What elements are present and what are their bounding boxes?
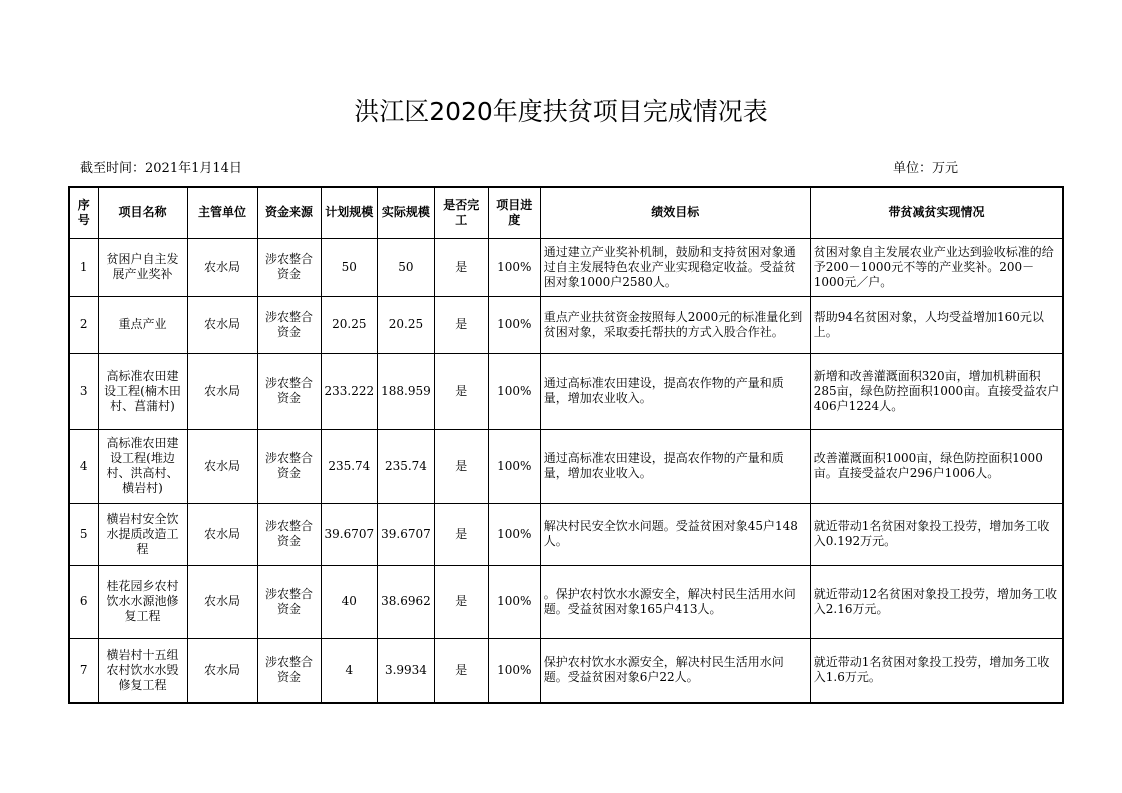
cell-actual: 39.6707 [378,503,435,565]
cell-seq: 5 [69,503,98,565]
cell-plan: 233.222 [321,353,378,429]
cell-done: 是 [434,429,488,503]
cell-result: 就近带动1名贫困对象投工投劳，增加务工收入1.6万元。 [810,638,1063,703]
cell-goal: 保护农村饮水水源安全，解决村民生活用水问题。受益贫困对象6户22人。 [540,638,810,703]
cell-plan: 39.6707 [321,503,378,565]
cell-goal: 重点产业扶贫资金按照每人2000元的标准量化到贫困对象，采取委托帮扶的方式入股合作社。 [540,296,810,353]
header-actual: 实际规模 [378,187,435,238]
table-row [69,238,1063,296]
cell-name: 高标准农田建设工程(楠木田村、菖蒲村) [98,353,187,429]
cell-progress: 100% [488,429,540,503]
cell-progress: 100% [488,238,540,296]
cell-dept: 农水局 [187,429,257,503]
cell-fund: 涉农整合资金 [257,638,321,703]
cell-fund: 涉农整合资金 [257,353,321,429]
cell-plan: 20.25 [321,296,378,353]
cell-result: 帮助94名贫困对象，人均受益增加160元以上。 [810,296,1063,353]
cell-actual: 235.74 [378,429,435,503]
cell-fund: 涉农整合资金 [257,429,321,503]
table-row [69,296,1063,353]
table-row [69,638,1063,703]
table-row [69,353,1063,429]
cell-plan: 50 [321,238,378,296]
cell-dept: 农水局 [187,565,257,638]
cell-name: 重点产业 [98,296,187,353]
cell-progress: 100% [488,638,540,703]
table-row [69,503,1063,565]
cell-goal: 解决村民安全饮水问题。受益贫困对象45户148人。 [540,503,810,565]
cell-progress: 100% [488,353,540,429]
cell-actual: 3.9934 [378,638,435,703]
header-goal: 绩效目标 [540,187,810,238]
cell-plan: 235.74 [321,429,378,503]
projects-table [68,186,1064,704]
header-seq: 序号 [69,187,98,238]
cell-goal: 通过高标准农田建设，提高农作物的产量和质量，增加农业收入。 [540,353,810,429]
cell-progress: 100% [488,565,540,638]
cell-done: 是 [434,565,488,638]
cell-result: 就近带动1名贫困对象投工投劳，增加务工收入0.192万元。 [810,503,1063,565]
cell-dept: 农水局 [187,353,257,429]
cell-dept: 农水局 [187,296,257,353]
cell-fund: 涉农整合资金 [257,296,321,353]
cell-result: 贫困对象自主发展农业产业达到验收标准的给予200－1000元不等的产业奖补。200－1000元／户。 [810,238,1063,296]
cell-name: 桂花园乡农村饮水水源池修复工程 [98,565,187,638]
cell-done: 是 [434,353,488,429]
cell-done: 是 [434,503,488,565]
header-progress: 项目进度 [488,187,540,238]
as-of-date: 截至时间：2021年1月14日 [80,161,242,176]
header-plan: 计划规模 [321,187,378,238]
cell-goal: 通过高标准农田建设，提高农作物的产量和质量，增加农业收入。 [540,429,810,503]
cell-goal: 。保护农村饮水水源安全，解决村民生活用水问题。受益贫困对象165户413人。 [540,565,810,638]
cell-fund: 涉农整合资金 [257,503,321,565]
cell-actual: 188.959 [378,353,435,429]
cell-actual: 50 [378,238,435,296]
header-name: 项目名称 [98,187,187,238]
cell-fund: 涉农整合资金 [257,238,321,296]
cell-name: 高标准农田建设工程(堆边村、洪高村、横岩村) [98,429,187,503]
page-title: 洪江区2020年度扶贫项目完成情况表 [354,97,768,126]
header-done: 是否完工 [434,187,488,238]
cell-dept: 农水局 [187,503,257,565]
cell-done: 是 [434,238,488,296]
cell-fund: 涉农整合资金 [257,565,321,638]
cell-result: 就近带动12名贫困对象投工投劳，增加务工收入2.16万元。 [810,565,1063,638]
cell-progress: 100% [488,296,540,353]
cell-seq: 2 [69,296,98,353]
cell-actual: 20.25 [378,296,435,353]
cell-done: 是 [434,638,488,703]
cell-goal: 通过建立产业奖补机制，鼓励和支持贫困对象通过自主发展特色农业产业实现稳定收益。受益贫困对象1000户2580人。 [540,238,810,296]
header-dept: 主管单位 [187,187,257,238]
cell-plan: 40 [321,565,378,638]
cell-seq: 6 [69,565,98,638]
cell-seq: 4 [69,429,98,503]
cell-seq: 3 [69,353,98,429]
cell-seq: 7 [69,638,98,703]
cell-plan: 4 [321,638,378,703]
cell-result: 改善灌溉面积1000亩，绿色防控面积1000亩。直接受益农户296户1006人。 [810,429,1063,503]
header-result: 带贫减贫实现情况 [810,187,1063,238]
cell-result: 新增和改善灌溉面积320亩，增加机耕面积285亩，绿色防控面积1000亩。直接受益农户406户1224人。 [810,353,1063,429]
header-fund: 资金来源 [257,187,321,238]
cell-done: 是 [434,296,488,353]
cell-actual: 38.6962 [378,565,435,638]
cell-dept: 农水局 [187,238,257,296]
cell-name: 横岩村十五组农村饮水水毁修复工程 [98,638,187,703]
cell-dept: 农水局 [187,638,257,703]
header-row [69,187,1063,238]
cell-seq: 1 [69,238,98,296]
cell-name: 横岩村安全饮水提质改造工程 [98,503,187,565]
unit-label: 单位：万元 [893,161,959,176]
table-row [69,565,1063,638]
cell-name: 贫困户自主发展产业奖补 [98,238,187,296]
cell-progress: 100% [488,503,540,565]
table-row [69,429,1063,503]
